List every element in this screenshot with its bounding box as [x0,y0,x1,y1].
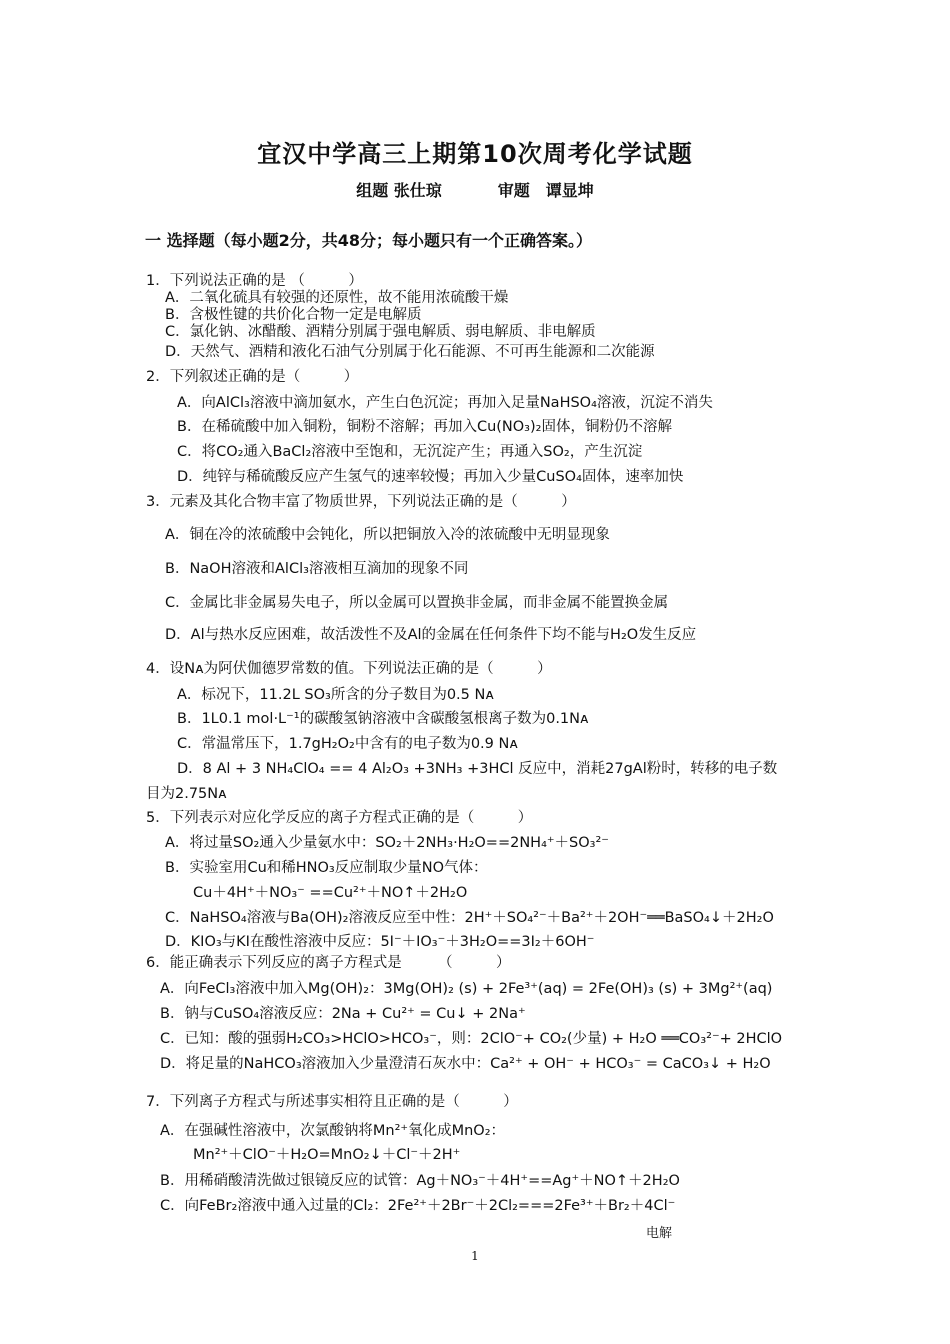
option: B．钠与CuSO₄溶液反应：2Na + Cu²⁺ = Cu↓ + 2Na⁺ [160,1006,526,1022]
option: C．氯化钠、冰醋酸、酒精分别属于强电解质、弱电解质、非电解质 [165,324,596,340]
option: D．天然气、酒精和液化石油气分别属于化石能源、不可再生能源和二次能源 [165,344,655,360]
option: B．含极性键的共价化合物一定是电解质 [165,307,422,323]
option: D．Al与热水反应困难，故活泼性不及Al的金属在任何条件下均不能与H₂O发生反应 [165,627,697,643]
option: A．二氧化硫具有较强的还原性，故不能用浓硫酸干燥 [165,290,509,306]
option: C．NaHSO₄溶液与Ba(OH)₂溶液反应至中性：2H⁺＋SO₄²⁻＋Ba²⁺＋2OH⁻══BaSO₄↓＋2H₂O [165,910,774,926]
option: A．向AlCl₃溶液中滴加氨水，产生白色沉淀；再加入足量NaHSO₄溶液，沉淀不消失 [177,395,713,411]
option: A．将过量SO₂通入少量氨水中：SO₂＋2NH₃·H₂O==2NH₄⁺＋SO₃²⁻ [165,835,609,851]
option: C．向FeBr₂溶液中通入过量的Cl₂：2Fe²⁺＋2Br⁻＋2Cl₂===2Fe³⁺＋Br₂＋4Cl⁻ [160,1198,676,1214]
question-stem: 5．下列表示对应化学反应的离子方程式正确的是（ ） [146,810,533,826]
option: D．8 Al + 3 NH₄ClO₄ == 4 Al₂O₃ +3NH₃ +3HCl 反应中，消耗27gAl粉时，转移的电子数 [177,761,778,777]
question-stem: 4．设Nᴀ为阿伏伽德罗常数的值。下列说法正确的是（ ） [146,661,552,677]
option: B．1L0.1 mol·L⁻¹的碳酸氢钠溶液中含碳酸氢根离子数为0.1Nᴀ [177,711,589,727]
option: B．NaOH溶液和AlCl₃溶液相互滴加的现象不同 [165,561,469,577]
option-continuation: Mn²⁺＋ClO⁻＋H₂O=MnO₂↓＋Cl⁻＋2H⁺ [193,1147,461,1163]
option: C．常温常压下，1.7gH₂O₂中含有的电子数为0.9 Nᴀ [177,736,518,752]
option: A．向FeCl₃溶液中加入Mg(OH)₂：3Mg(OH)₂ (s) + 2Fe³⁺(aq) = 2Fe(OH)₃ (s) + 3Mg²⁺(aq) [160,981,773,997]
question-stem: 6．能正确表示下列反应的离子方程式是 （ ） [146,955,511,971]
question-stem: 7．下列离子方程式与所述事实相符且正确的是（ ） [146,1094,518,1110]
option: B．用稀硝酸清洗做过银镜反应的试管：Ag＋NO₃⁻＋4H⁺==Ag⁺＋NO↑＋2H₂O [160,1173,680,1189]
section-heading: 一 选择题（每小题2分，共48分；每小题只有一个正确答案。） [145,231,592,250]
option: C．金属比非金属易失电子，所以金属可以置换非金属，而非金属不能置换金属 [165,595,669,611]
option: D．KIO₃与KI在酸性溶液中反应：5I⁻＋IO₃⁻＋3H₂O==3I₂＋6OH⁻ [165,934,595,950]
authors-line [0,178,950,201]
page-title: 宜汉中学高三上期第10次周考化学试题 [257,140,693,168]
option: A．标况下，11.2L SO₃所含的分子数目为0.5 Nᴀ [177,687,494,703]
reviewer: 审题 谭显坤 [497,181,594,200]
option: B．在稀硫酸中加入铜粉，铜粉不溶解；再加入Cu(NO₃)₂固体，铜粉仍不溶解 [177,419,672,435]
electrolysis-annotation: 电解 [646,1226,673,1241]
setter: 组题 张仕琼 [356,181,442,200]
question-stem: 3．元素及其化合物丰富了物质世界，下列说法正确的是（ ） [146,494,576,510]
option: C．已知：酸的强弱H₂CO₃>HClO>HCO₃⁻，则：2ClO⁻+ CO₂(少量) + H₂O ══CO₃²⁻+ 2HClO [160,1031,783,1047]
question-stem: 1．下列说法正确的是 （ ） [146,273,363,289]
option-continuation: Cu＋4H⁺＋NO₃⁻ ==Cu²⁺＋NO↑＋2H₂O [193,885,468,901]
option-continuation: 目为2.75Nᴀ [146,786,227,802]
option: B．实验室用Cu和稀HNO₃反应制取少量NO气体： [165,860,488,876]
option: D．纯锌与稀硫酸反应产生氢气的速率较慢；再加入少量CuSO₄固体，速率加快 [177,469,684,485]
option: C．将CO₂通入BaCl₂溶液中至饱和，无沉淀产生；再通入SO₂，产生沉淀 [177,444,643,460]
question-stem: 2．下列叙述正确的是（ ） [146,369,359,385]
option: A．铜在冷的浓硫酸中会钝化，所以把铜放入冷的浓硫酸中无明显现象 [165,527,610,543]
option: A．在强碱性溶液中，次氯酸钠将Mn²⁺氧化成MnO₂： [160,1123,506,1139]
option: D．将足量的NaHCO₃溶液加入少量澄清石灰水中：Ca²⁺ + OH⁻ + HCO₃⁻ = CaCO₃↓ + H₂O [160,1056,771,1072]
page-number: 1 [471,1249,479,1263]
